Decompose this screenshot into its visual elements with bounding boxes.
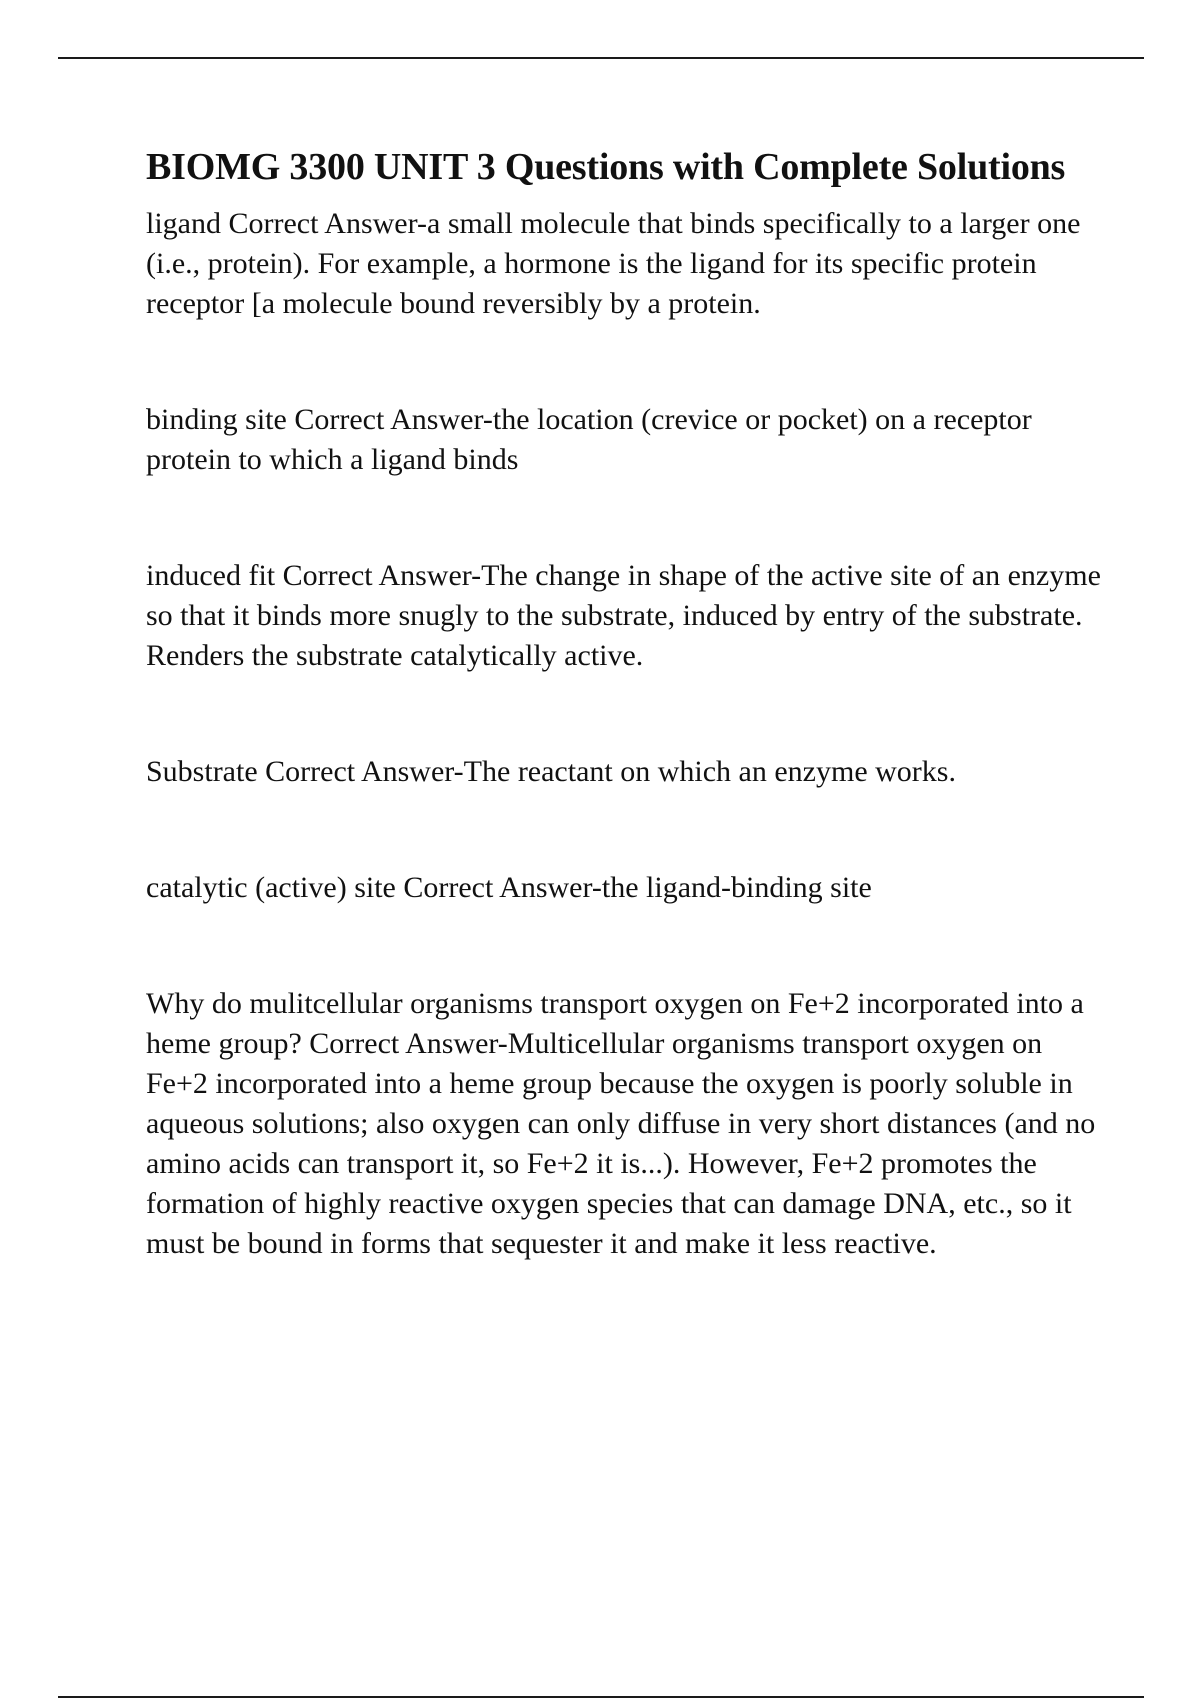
qa-entry-substrate — [146, 752, 1106, 792]
qa-answer-prefix: Correct Answer- — [309, 1027, 508, 1060]
qa-answer: the location (crevice or pocket) on a receptor protein to which a ligand binds — [146, 403, 1032, 476]
qa-answer-prefix: Correct Answer- — [265, 755, 464, 788]
qa-entry-catalytic-site — [146, 868, 1106, 908]
document-body — [146, 142, 1106, 1264]
top-rule — [58, 57, 1144, 59]
qa-entry-binding-site — [146, 400, 1106, 480]
qa-term: binding site — [146, 403, 287, 436]
qa-answer: a small molecule that binds specifically to a larger one (i.e., protein). For example, a hormone is the ligand for its specific protein receptor [a molecule bound reversibly by a protein. — [146, 207, 1081, 320]
qa-answer: Multicellular organisms transport oxygen on Fe+2 incorporated into a heme group because the oxygen is poorly soluble in aqueous solutions; also oxygen can only diffuse in very short distances (and no amino acids can transport it, so Fe+2 it is...). However, Fe+2 promotes the formation of highly reactive oxygen species that can damage DNA, etc., so it must be bound in forms that sequester it and make it less reactive. — [146, 1027, 1096, 1260]
document-title: BIOMG 3300 UNIT 3 Questions with Complete Solutions — [146, 146, 1066, 188]
qa-answer: The change in shape of the active site of an enzyme so that it binds more snugly to the substrate, induced by entry of the substrate. Renders the substrate catalytically active. — [146, 559, 1101, 672]
qa-answer: The reactant on which an enzyme works. — [463, 755, 956, 788]
qa-entry-induced-fit — [146, 556, 1106, 676]
qa-term: Substrate — [146, 755, 258, 788]
qa-term: induced fit — [146, 559, 276, 592]
qa-answer-prefix: Correct Answer- — [282, 559, 482, 592]
qa-term: catalytic (active) site — [146, 871, 396, 904]
qa-term: ligand — [146, 207, 221, 240]
bottom-rule — [58, 1696, 1144, 1698]
qa-answer-prefix: Correct Answer- — [294, 403, 493, 436]
qa-term: Why do mulitcellular organisms transport oxygen on Fe+2 incorporated into a heme group? — [146, 987, 1084, 1060]
qa-entry-ligand — [146, 204, 1106, 324]
qa-answer-prefix: Correct Answer- — [228, 207, 428, 240]
qa-answer: the ligand-binding site — [601, 871, 872, 904]
qa-entry-heme-oxygen — [146, 984, 1106, 1264]
qa-answer-prefix: Correct Answer- — [403, 871, 602, 904]
